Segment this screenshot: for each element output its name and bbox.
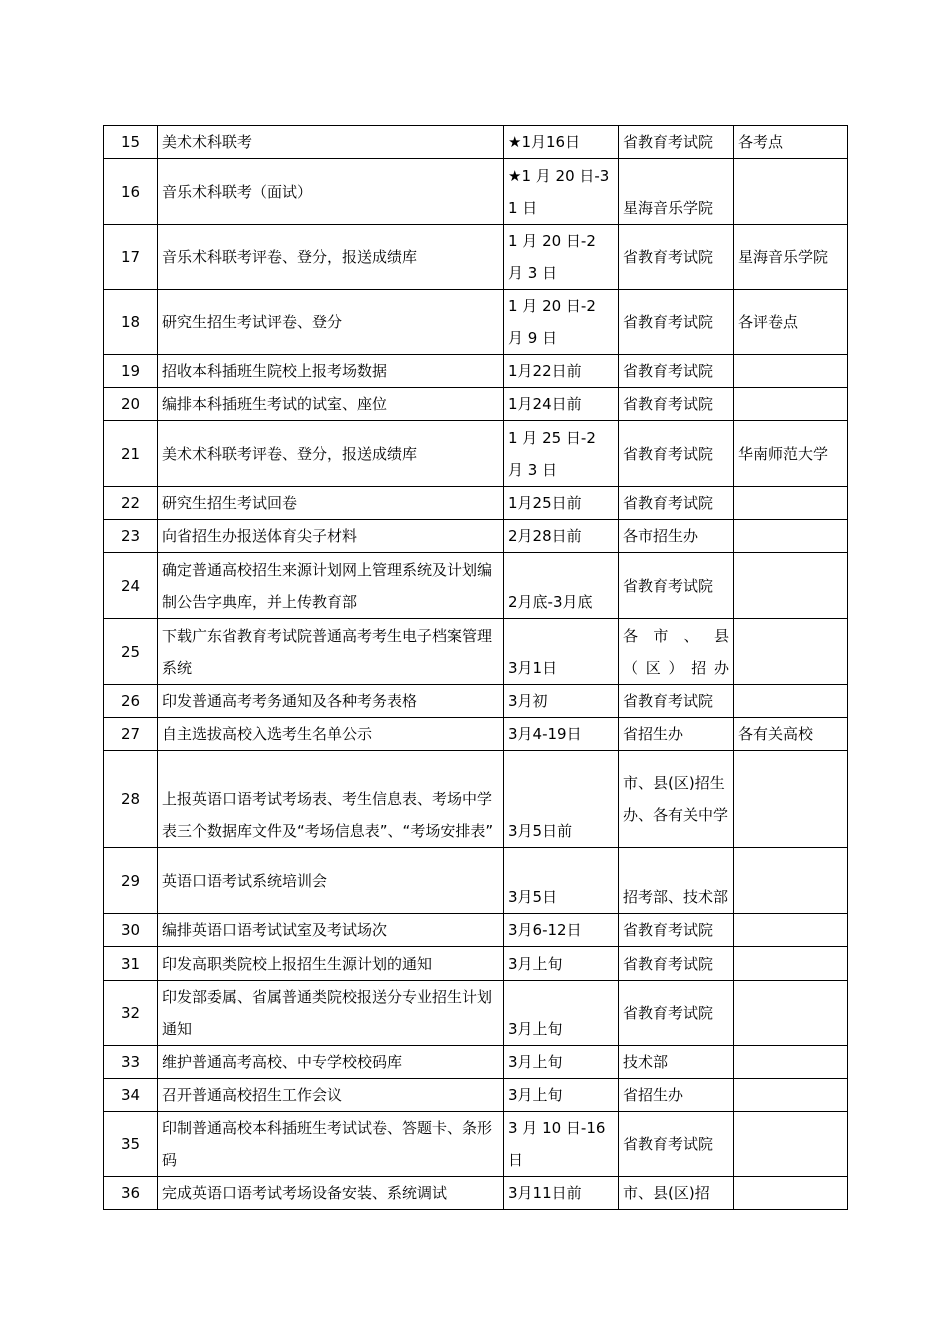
- cooperating-unit-cell: [734, 981, 848, 1046]
- cooperating-unit-cell: [734, 487, 848, 520]
- table-row: [104, 947, 848, 981]
- responsible-unit-cell: 省教育考试院: [619, 290, 734, 355]
- task-cell: 研究生招生考试评卷、登分: [158, 290, 504, 355]
- responsible-unit-cell: 各市招生办: [619, 520, 734, 553]
- cooperating-unit-cell: [734, 553, 848, 619]
- schedule-table-body: [104, 126, 848, 1210]
- time-cell: 3月11日前: [504, 1177, 619, 1210]
- row-number: 22: [104, 487, 158, 520]
- responsible-unit-cell: 省教育考试院: [619, 126, 734, 159]
- task-cell: 印发高职类院校上报招生生源计划的通知: [158, 947, 504, 981]
- table-row: [104, 355, 848, 388]
- task-cell: 印发普通高考考务通知及各种考务表格: [158, 685, 504, 718]
- time-cell: 3月上旬: [504, 981, 619, 1046]
- table-row: [104, 1112, 848, 1177]
- responsible-unit-cell: 各 市 、 县（区）招办: [619, 619, 734, 685]
- cooperating-unit-cell: 各评卷点: [734, 290, 848, 355]
- responsible-unit-cell: 省教育考试院: [619, 981, 734, 1046]
- time-cell: 3月1日: [504, 619, 619, 685]
- cooperating-unit-cell: 华南师范大学: [734, 421, 848, 487]
- row-number: 17: [104, 225, 158, 290]
- cooperating-unit-cell: [734, 619, 848, 685]
- task-cell: 自主选拔高校入选考生名单公示: [158, 718, 504, 751]
- task-cell: 召开普通高校招生工作会议: [158, 1079, 504, 1112]
- task-cell: 确定普通高校招生来源计划网上管理系统及计划编制公告字典库，并上传教育部: [158, 553, 504, 619]
- table-row: [104, 1177, 848, 1210]
- responsible-unit-cell: 省教育考试院: [619, 388, 734, 421]
- time-cell: 3月上旬: [504, 1046, 619, 1079]
- table-row: [104, 619, 848, 685]
- row-number: 15: [104, 126, 158, 159]
- task-cell: 向省招生办报送体育尖子材料: [158, 520, 504, 553]
- time-cell: 1月25日前: [504, 487, 619, 520]
- time-cell: 3月5日前: [504, 751, 619, 848]
- task-cell: 下载广东省教育考试院普通高考考生电子档案管理系统: [158, 619, 504, 685]
- cooperating-unit-cell: [734, 685, 848, 718]
- task-cell: 音乐术科联考评卷、登分，报送成绩库: [158, 225, 504, 290]
- responsible-unit-cell: 省招生办: [619, 718, 734, 751]
- time-cell: 1 月 20 日-2 月 3 日: [504, 225, 619, 290]
- row-number: 16: [104, 159, 158, 225]
- responsible-unit-cell: 省教育考试院: [619, 421, 734, 487]
- table-row: [104, 225, 848, 290]
- row-number: 33: [104, 1046, 158, 1079]
- table-row: [104, 388, 848, 421]
- task-cell: 招收本科插班生院校上报考场数据: [158, 355, 504, 388]
- responsible-unit-cell: 省教育考试院: [619, 914, 734, 947]
- row-number: 23: [104, 520, 158, 553]
- time-cell: 1 月 20 日-2 月 9 日: [504, 290, 619, 355]
- row-number: 31: [104, 947, 158, 981]
- row-number: 28: [104, 751, 158, 848]
- time-cell: 3 月 10 日-16 日: [504, 1112, 619, 1177]
- time-cell: ★1月16日: [504, 126, 619, 159]
- task-cell: 维护普通高考高校、中专学校校码库: [158, 1046, 504, 1079]
- responsible-unit-cell: 省教育考试院: [619, 947, 734, 981]
- row-number: 30: [104, 914, 158, 947]
- task-cell: 印发部委属、省属普通类院校报送分专业招生计划通知: [158, 981, 504, 1046]
- time-cell: 1月22日前: [504, 355, 619, 388]
- responsible-unit-cell: 星海音乐学院: [619, 159, 734, 225]
- table-row: [104, 159, 848, 225]
- table-row: [104, 520, 848, 553]
- row-number: 18: [104, 290, 158, 355]
- cooperating-unit-cell: [734, 751, 848, 848]
- time-cell: 1月24日前: [504, 388, 619, 421]
- cooperating-unit-cell: [734, 848, 848, 914]
- cooperating-unit-cell: [734, 159, 848, 225]
- responsible-unit-cell: 技术部: [619, 1046, 734, 1079]
- row-number: 20: [104, 388, 158, 421]
- responsible-unit-cell: 省教育考试院: [619, 685, 734, 718]
- task-cell: 编排英语口语考试试室及考试场次: [158, 914, 504, 947]
- responsible-unit-cell: 省招生办: [619, 1079, 734, 1112]
- cooperating-unit-cell: 星海音乐学院: [734, 225, 848, 290]
- table-row: [104, 1079, 848, 1112]
- table-row: [104, 914, 848, 947]
- table-row: [104, 981, 848, 1046]
- table-row: [104, 848, 848, 914]
- cooperating-unit-cell: 各有关高校: [734, 718, 848, 751]
- task-cell: 编排本科插班生考试的试室、座位: [158, 388, 504, 421]
- time-cell: ★1 月 20 日-31 日: [504, 159, 619, 225]
- table-row: [104, 718, 848, 751]
- cooperating-unit-cell: 各考点: [734, 126, 848, 159]
- row-number: 29: [104, 848, 158, 914]
- cooperating-unit-cell: [734, 1079, 848, 1112]
- responsible-unit-cell: 省教育考试院: [619, 225, 734, 290]
- row-number: 21: [104, 421, 158, 487]
- responsible-unit-cell: 省教育考试院: [619, 1112, 734, 1177]
- responsible-unit-cell: 省教育考试院: [619, 355, 734, 388]
- table-row: [104, 1046, 848, 1079]
- table-row: [104, 487, 848, 520]
- cooperating-unit-cell: [734, 520, 848, 553]
- cooperating-unit-cell: [734, 1046, 848, 1079]
- cooperating-unit-cell: [734, 355, 848, 388]
- task-cell: 英语口语考试系统培训会: [158, 848, 504, 914]
- cooperating-unit-cell: [734, 1177, 848, 1210]
- time-cell: 2月28日前: [504, 520, 619, 553]
- task-cell: 研究生招生考试回卷: [158, 487, 504, 520]
- table-row: [104, 553, 848, 619]
- responsible-unit-cell: 招考部、技术部: [619, 848, 734, 914]
- task-cell: 印制普通高校本科插班生考试试卷、答题卡、条形码: [158, 1112, 504, 1177]
- time-cell: 3月上旬: [504, 947, 619, 981]
- row-number: 36: [104, 1177, 158, 1210]
- row-number: 26: [104, 685, 158, 718]
- time-cell: 2月底-3月底: [504, 553, 619, 619]
- cooperating-unit-cell: [734, 1112, 848, 1177]
- time-cell: 3月上旬: [504, 1079, 619, 1112]
- task-cell: 完成英语口语考试考场设备安装、系统调试: [158, 1177, 504, 1210]
- row-number: 19: [104, 355, 158, 388]
- row-number: 35: [104, 1112, 158, 1177]
- row-number: 32: [104, 981, 158, 1046]
- cooperating-unit-cell: [734, 388, 848, 421]
- time-cell: 1 月 25 日-2 月 3 日: [504, 421, 619, 487]
- time-cell: 3月初: [504, 685, 619, 718]
- row-number: 34: [104, 1079, 158, 1112]
- schedule-table: [103, 125, 848, 1210]
- table-row: [104, 421, 848, 487]
- responsible-unit-cell: 市、县(区)招: [619, 1177, 734, 1210]
- cooperating-unit-cell: [734, 947, 848, 981]
- task-cell: 上报英语口语考试考场表、考生信息表、考场中学表三个数据库文件及“考场信息表”、“考场安排表”: [158, 751, 504, 848]
- table-row: [104, 126, 848, 159]
- time-cell: 3月5日: [504, 848, 619, 914]
- responsible-unit-cell: 省教育考试院: [619, 553, 734, 619]
- time-cell: 3月6-12日: [504, 914, 619, 947]
- time-cell: 3月4-19日: [504, 718, 619, 751]
- table-row: [104, 685, 848, 718]
- task-cell: 音乐术科联考（面试）: [158, 159, 504, 225]
- task-cell: 美术术科联考评卷、登分，报送成绩库: [158, 421, 504, 487]
- table-row: [104, 290, 848, 355]
- table-row: [104, 751, 848, 848]
- cooperating-unit-cell: [734, 914, 848, 947]
- row-number: 25: [104, 619, 158, 685]
- task-cell: 美术术科联考: [158, 126, 504, 159]
- responsible-unit-cell: 省教育考试院: [619, 487, 734, 520]
- row-number: 27: [104, 718, 158, 751]
- row-number: 24: [104, 553, 158, 619]
- responsible-unit-cell: 市、县(区)招生办、各有关中学: [619, 751, 734, 848]
